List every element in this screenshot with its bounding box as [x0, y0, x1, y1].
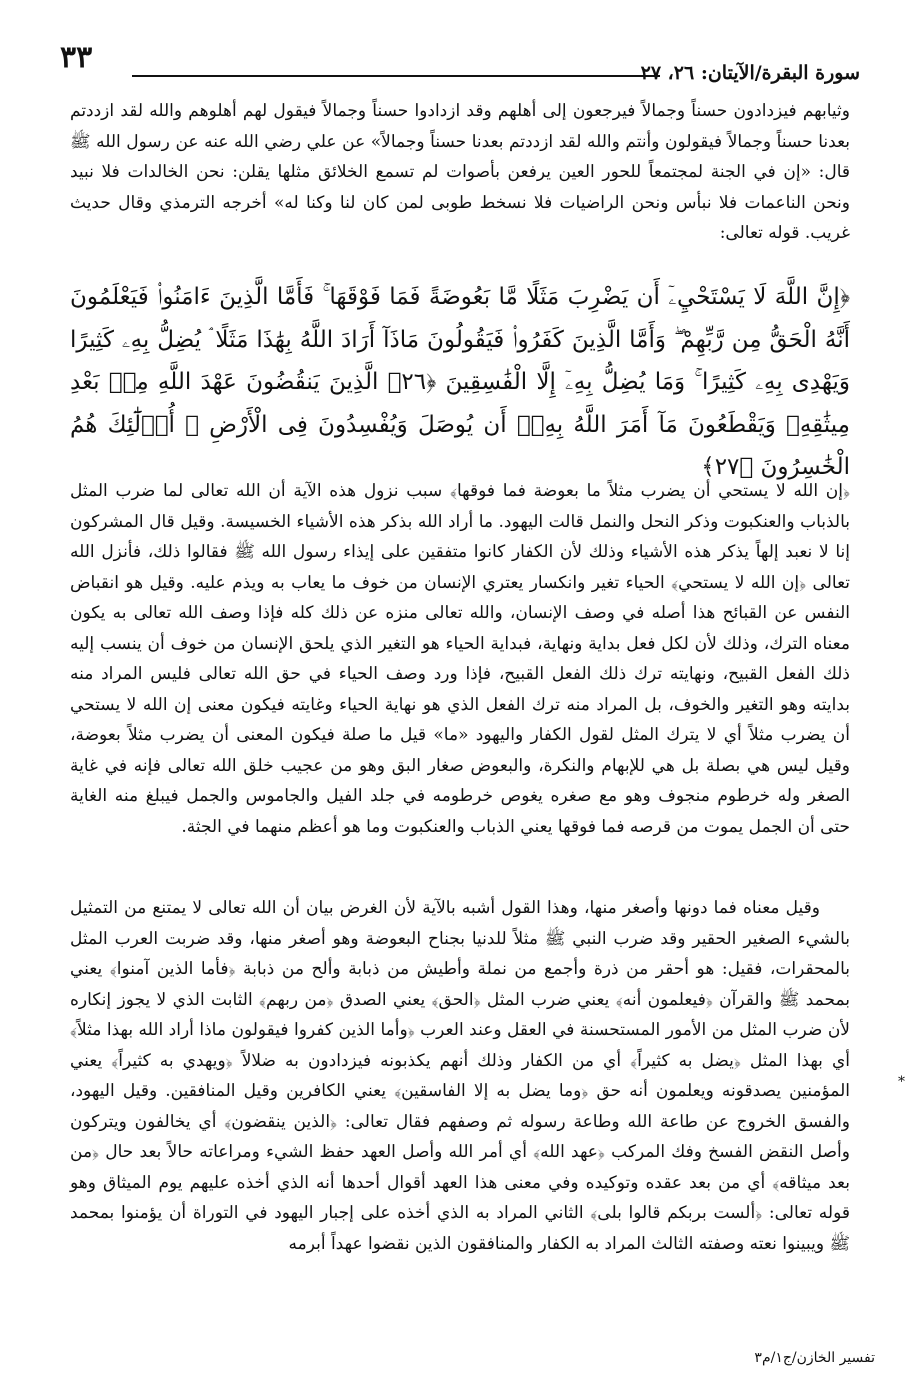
quran-verses: ﴿إِنَّ اللَّهَ لَا يَسْتَحْيِۦٓ أَن يَضْرِبَ مَثَلًا مَّا بَعُوضَةً فَمَا فَوْقَهَا ۚ فَأَمَّا الَّذِينَ ءَامَنُوا۟ فَيَعْلَمُونَ أَنَّهُ الْحَقُّ مِن رَّبِّهِمْ ۖ وَأَمَّا الَّذِينَ كَفَرُوا۟ فَيَقُولُونَ مَاذَآ أَرَادَ اللَّهُ بِهَٰذَا مَثَلًا ۘ يُضِلُّ بِهِۦ كَثِيرًا وَيَهْدِى بِهِۦ كَثِيرًا ۚ وَمَا يُضِلُّ بِهِۦٓ إِلَّا الْفَٰسِقِينَ ﴿٢٦﴾ الَّذِينَ يَنقُضُونَ عَهْدَ اللَّهِ مِنۢ بَعْدِ مِيثَٰقِهِۦ وَيَقْطَعُونَ مَآ أَمَرَ اللَّهُ بِهِۦٓ أَن يُوصَلَ وَيُفْسِدُونَ فِى الْأَرْضِ ۚ أُو۟لَٰٓئِكَ هُمُ الْخَٰسِرُونَ ﴿٢٧﴾: [70, 284, 850, 480]
tafsir-paragraph: ﴿إن الله لا يستحي أن يضرب مثلاً ما بعوضة فما فوقها﴾ سبب نزول هذه الآية أن الله تعالى لما ضرب المثل بالذباب والعنكبوت وذكر النحل والنمل قالت اليهود. ما أراد الله بذكر هذه الأشياء الخسيسة. وقيل قال المشركون إنا لا نعبد إلهاً يذكر هذه الأشياء وذلك لأن الكفار كانوا متفقين على إيذاء رسول الله ﷺ فقالوا ذلك، فأنزل الله تعالى ﴿إن الله لا يستحي﴾ الحياء تغير وانكسار يعتري الإنسان من خوف ما يعاب به ويذم عليه. وقيل هو انقباض النفس عن القبائح هذا أصله في وصف الإنسان، والله تعالى منزه عن ذلك كله فإذا وصف الله تعالى به يكون معناه الترك، وذلك لأن لكل فعل بداية ونهاية، فبداية الحياء هو التغير الذي يلحق الإنسان من خوف أن ينسب إليه ذلك الفعل القبيح، ونهايته ترك ذلك الفعل القبيح، فإذا ورد وصف الحياء في حق الله تعالى فليس المراد منه بدايته وهو التغير والخوف، بل المراد منه ترك الفعل الذي هو نهاية الحياء وغايته فيكون معنى إن الله لا يستحي أن يضرب مثلاً أي لا يترك المثل لقول الكفار واليهود «ما» قيل ما صلة فيكون المعنى أن يضرب مثلاً بعوضة، وقيل ليس هي بصلة بل هي للإبهام والنكرة، والبعوض صغار البق وهو من عجيب خلق الله تعالى فإنه في غاية الصغر وله خرطوم منجوف وهو مع صغره يغوص خرطومه في جلد الفيل والجاموس والجمل فيبلغ منه الغاية حتى أن الجمل يموت من قرصه فما فوقها يعني الذباب والعنكبوت وما هو أعظم منهما في الجثة.: [70, 481, 850, 837]
header-rule: [132, 75, 660, 77]
tafsir-paragraph: وقيل معناه فما دونها وأصغر منها، وهذا القول أشبه بالآية لأن الغرض بيان أن الله تعالى لا يمتنع من التمثيل بالشيء الصغير الحقير وقد ضرب النبي ﷺ مثلاً للدنيا بجناح البعوضة وهو أصغر منها، وقد ضربت العرب المثل بالمحقرات، فقيل: هو أحقر من ذرة وأجمع من نملة وأطيش من ذبابة وألح من ذبابة ﴿فأما الذين آمنوا﴾ يعني بمحمد ﷺ والقرآن ﴿فيعلمون أنه﴾ يعني ضرب المثل ﴿الحق﴾ يعني الصدق ﴿من ربهم﴾ الثابت الذي لا يجوز إنكاره لأن ضرب المثل من الأمور المستحسنة في العقل وعند العرب ﴿وأما الذين كفروا فيقولون ماذا أراد الله بهذا مثلاً﴾ أي بهذا المثل ﴿يضل به كثيراً﴾ أي من الكفار وذلك أنهم يكذبونه فيزدادون به ضلالاً ﴿ويهدي به كثيراً﴾ يعني المؤمنين يصدقونه ويعلمون أنه حق ﴿وما يضل به إلا الفاسقين﴾ يعني الكافرين وقيل المنافقين. وقيل اليهود، والفسق الخروج عن طاعة الله وطاعة رسوله ثم وصفهم فقال تعالى: ﴿الذين ينقضون﴾ أي يخالفون ويتركون وأصل النقض الفسخ وفك المركب ﴿عهد الله﴾ أي أمر الله وأصل العهد حفظ الشيء ومراعاته حالاً بعد حال ﴿من بعد ميثاقه﴾ أي من بعد عقده وتوكيده وفي معنى هذا العهد أقوال أحدها أنه الذي أخذه عليهم يوم الميثاق وهو قوله تعالى: ﴿ألست بربكم قالوا بلى﴾ الثاني المراد به الذي أخذه على إجبار اليهود في التوراة أن يؤمنوا بمحمد ﷺ ويبينوا نعته وصفته الثالث المراد به الكفار والمنافقون الذين نقضوا عهداً أبرمه: [70, 898, 850, 1254]
tafsir-section-2: [70, 893, 850, 1259]
page-number: ٣٣: [60, 40, 93, 75]
running-title: سورة البقرة/الآيتان: ٢٦، ٢٧: [640, 62, 860, 84]
tafsir-section-1: [70, 476, 850, 842]
margin-mark: *: [898, 1074, 905, 1090]
intro-paragraph: وثيابهم فيزدادون حسناً وجمالاً فيرجعون إلى أهلهم وقد ازدادوا حسناً وجمالاً فيقول لهم أهلوهم والله لقد ازددتم بعدنا حسناً وجمالاً فيقولون وأنتم والله لقد ازددتم بعدنا حسناً وجمالاً» عن علي رضي الله عنه عن رسول الله ﷺ قال: «إن في الجنة لمجتمعاً للحور العين يرفعن بأصوات لم تسمع الخلائق مثلها يقلن: نحن الخالدات فلا نبيد ونحن الناعمات فلا نبأس ونحن الراضيات فلا نسخط طوبى لمن كان لنا وكنا له» أخرجه الترمذي وقال حديث غريب. قوله تعالى:: [70, 101, 850, 243]
footer-signature: تفسير الخازن/ج١/م٣: [754, 1350, 875, 1366]
page-header: [60, 38, 860, 88]
